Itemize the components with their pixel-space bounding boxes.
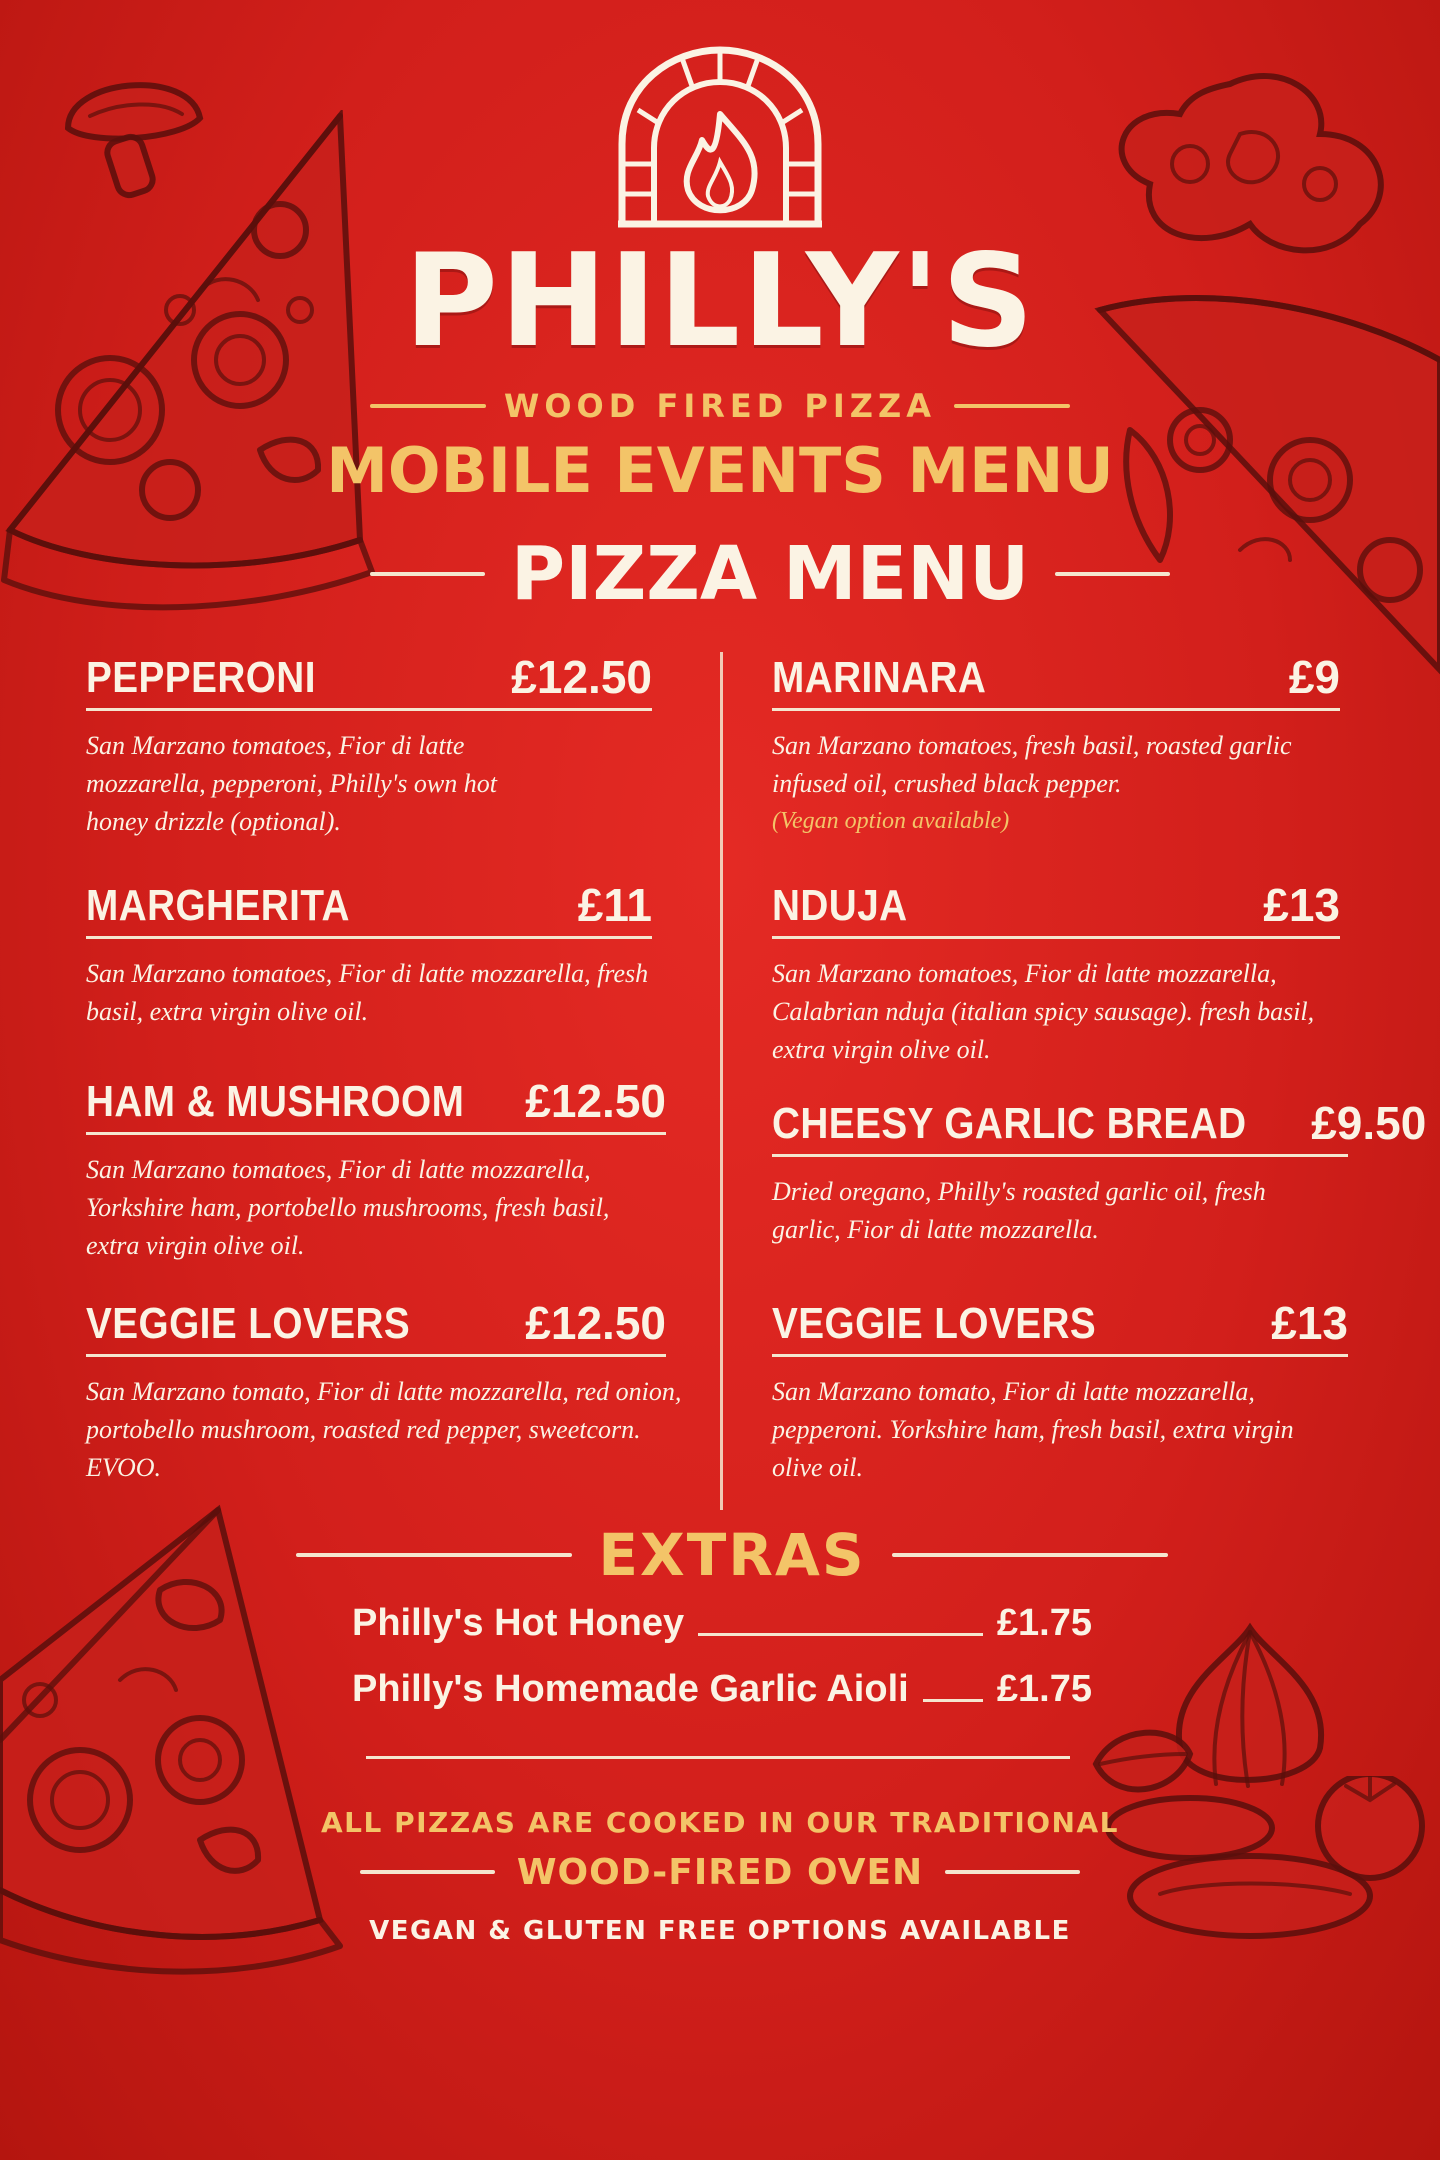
pizza-menu-heading: PIZZA MENU bbox=[510, 531, 1030, 617]
extra-item-name: Philly's Hot Honey bbox=[352, 1602, 685, 1644]
menu-item-price: £12.50 bbox=[525, 1075, 666, 1127]
menu-item-name: HAM & MUSHROOM bbox=[86, 1077, 465, 1126]
extra-item bbox=[352, 1670, 1092, 1708]
brand-name: PHILLY'S bbox=[404, 227, 1036, 376]
menu-item-header bbox=[772, 651, 1340, 711]
menu-item-price: £12.50 bbox=[525, 1297, 666, 1349]
menu-item-header bbox=[772, 879, 1340, 939]
menu-item-description: San Marzano tomatoes, Fior di latte mozzarella, fresh basil, extra virgin olive oil. bbox=[86, 959, 649, 1026]
menu-item-name: VEGGIE LOVERS bbox=[772, 1299, 1097, 1348]
oven-flame-icon bbox=[612, 44, 828, 230]
footer-line-2: WOOD-FIRED OVEN bbox=[516, 1851, 924, 1893]
column-divider bbox=[720, 652, 723, 1510]
menu-item-price: £9.50 bbox=[1311, 1097, 1427, 1149]
menu-item-header bbox=[772, 1097, 1427, 1157]
event-title: MOBILE EVENTS MENU bbox=[326, 434, 1114, 507]
menu-item-name: VEGGIE LOVERS bbox=[86, 1299, 411, 1348]
menu-item-description: San Marzano tomatoes, Fior di latte mozzarella, Calabrian nduja (italian spicy sausage). fresh basil, extra virgin olive oil. bbox=[772, 959, 1315, 1064]
divider-line bbox=[1055, 572, 1170, 576]
divider-line bbox=[892, 1553, 1168, 1557]
menu-item-header bbox=[86, 1297, 666, 1357]
menu-item-name: NDUJA bbox=[772, 881, 908, 930]
menu-item-description: San Marzano tomatoes, Fior di latte mozzarella, Yorkshire ham, portobello mushrooms, fresh basil, extra virgin olive oil. bbox=[86, 1155, 610, 1260]
extra-item-name: Philly's Homemade Garlic Aioli bbox=[352, 1668, 909, 1710]
menu-item-description: San Marzano tomatoes, fresh basil, roasted garlic infused oil, crushed black pepper. bbox=[772, 731, 1292, 798]
menu-item-header bbox=[772, 1297, 1348, 1357]
brand-subtitle: WOOD FIRED PIZZA bbox=[504, 387, 936, 425]
divider-line bbox=[366, 1756, 1070, 1759]
menu-item-description: Dried oregano, Philly's roasted garlic oil, fresh garlic, Fior di latte mozzarella. bbox=[772, 1177, 1266, 1244]
divider-line bbox=[296, 1553, 572, 1557]
menu-item-veggie-lovers bbox=[772, 1297, 1348, 1487]
extra-item-price: £1.75 bbox=[996, 1668, 1092, 1710]
brand-subtitle-row bbox=[370, 386, 1070, 426]
menu-item-veggie-lovers bbox=[86, 1297, 682, 1487]
menu-item-price: £13 bbox=[1263, 879, 1340, 931]
menu-item-price: £12.50 bbox=[511, 651, 652, 703]
footer-oven-row bbox=[360, 1850, 1080, 1894]
menu-item-description: San Marzano tomato, Fior di latte mozzarella, red onion, portobello mushroom, roasted red pepper, sweetcorn. EVOO. bbox=[86, 1377, 682, 1482]
menu-item-name: CHEESY GARLIC BREAD bbox=[772, 1099, 1247, 1148]
extra-item-leader bbox=[698, 1633, 983, 1636]
menu-item-name: MARINARA bbox=[772, 653, 987, 702]
divider-line bbox=[370, 404, 486, 408]
extra-item bbox=[352, 1604, 1092, 1642]
divider-line bbox=[360, 1870, 495, 1874]
divider-line bbox=[370, 572, 485, 576]
menu-item-header bbox=[86, 1075, 666, 1135]
extra-item-price: £1.75 bbox=[996, 1602, 1092, 1644]
menu-item-pepperoni bbox=[86, 651, 652, 841]
extra-item-leader bbox=[923, 1699, 983, 1702]
menu-item-ham-mushroom bbox=[86, 1075, 666, 1265]
footer-line-1: ALL PIZZAS ARE COOKED IN OUR TRADITIONAL bbox=[320, 1806, 1119, 1839]
extras-heading-row bbox=[296, 1520, 1168, 1590]
menu-item-header bbox=[86, 879, 652, 939]
menu-item-name: PEPPERONI bbox=[86, 653, 316, 702]
menu-item-price: £13 bbox=[1271, 1297, 1348, 1349]
divider-line bbox=[954, 404, 1070, 408]
menu-item-header bbox=[86, 651, 652, 711]
menu-item-cheesy-garlic-bread bbox=[772, 1097, 1427, 1249]
menu-item-marinara bbox=[772, 651, 1340, 839]
menu-item-description: San Marzano tomato, Fior di latte mozzarella, pepperoni. Yorkshire ham, fresh basil, extra virgin olive oil. bbox=[772, 1377, 1294, 1482]
pizza-menu-heading-row bbox=[370, 531, 1170, 617]
menu-item-description: San Marzano tomatoes, Fior di latte mozzarella, pepperoni, Philly's own hot honey drizzle (optional). bbox=[86, 731, 497, 836]
divider-line bbox=[945, 1870, 1080, 1874]
pizza-slice-icon bbox=[0, 110, 380, 630]
menu-item-price: £9 bbox=[1288, 651, 1340, 703]
menu-item-margherita bbox=[86, 879, 652, 1031]
menu-item-price: £11 bbox=[577, 879, 652, 931]
extras-heading: EXTRAS bbox=[598, 1521, 866, 1589]
menu-item-note: (Vegan option available) bbox=[772, 808, 1010, 834]
menu-item-name: MARGHERITA bbox=[86, 881, 350, 930]
footer-line-3: VEGAN & GLUTEN FREE OPTIONS AVAILABLE bbox=[369, 1916, 1071, 1946]
menu-item-nduja bbox=[772, 879, 1340, 1069]
